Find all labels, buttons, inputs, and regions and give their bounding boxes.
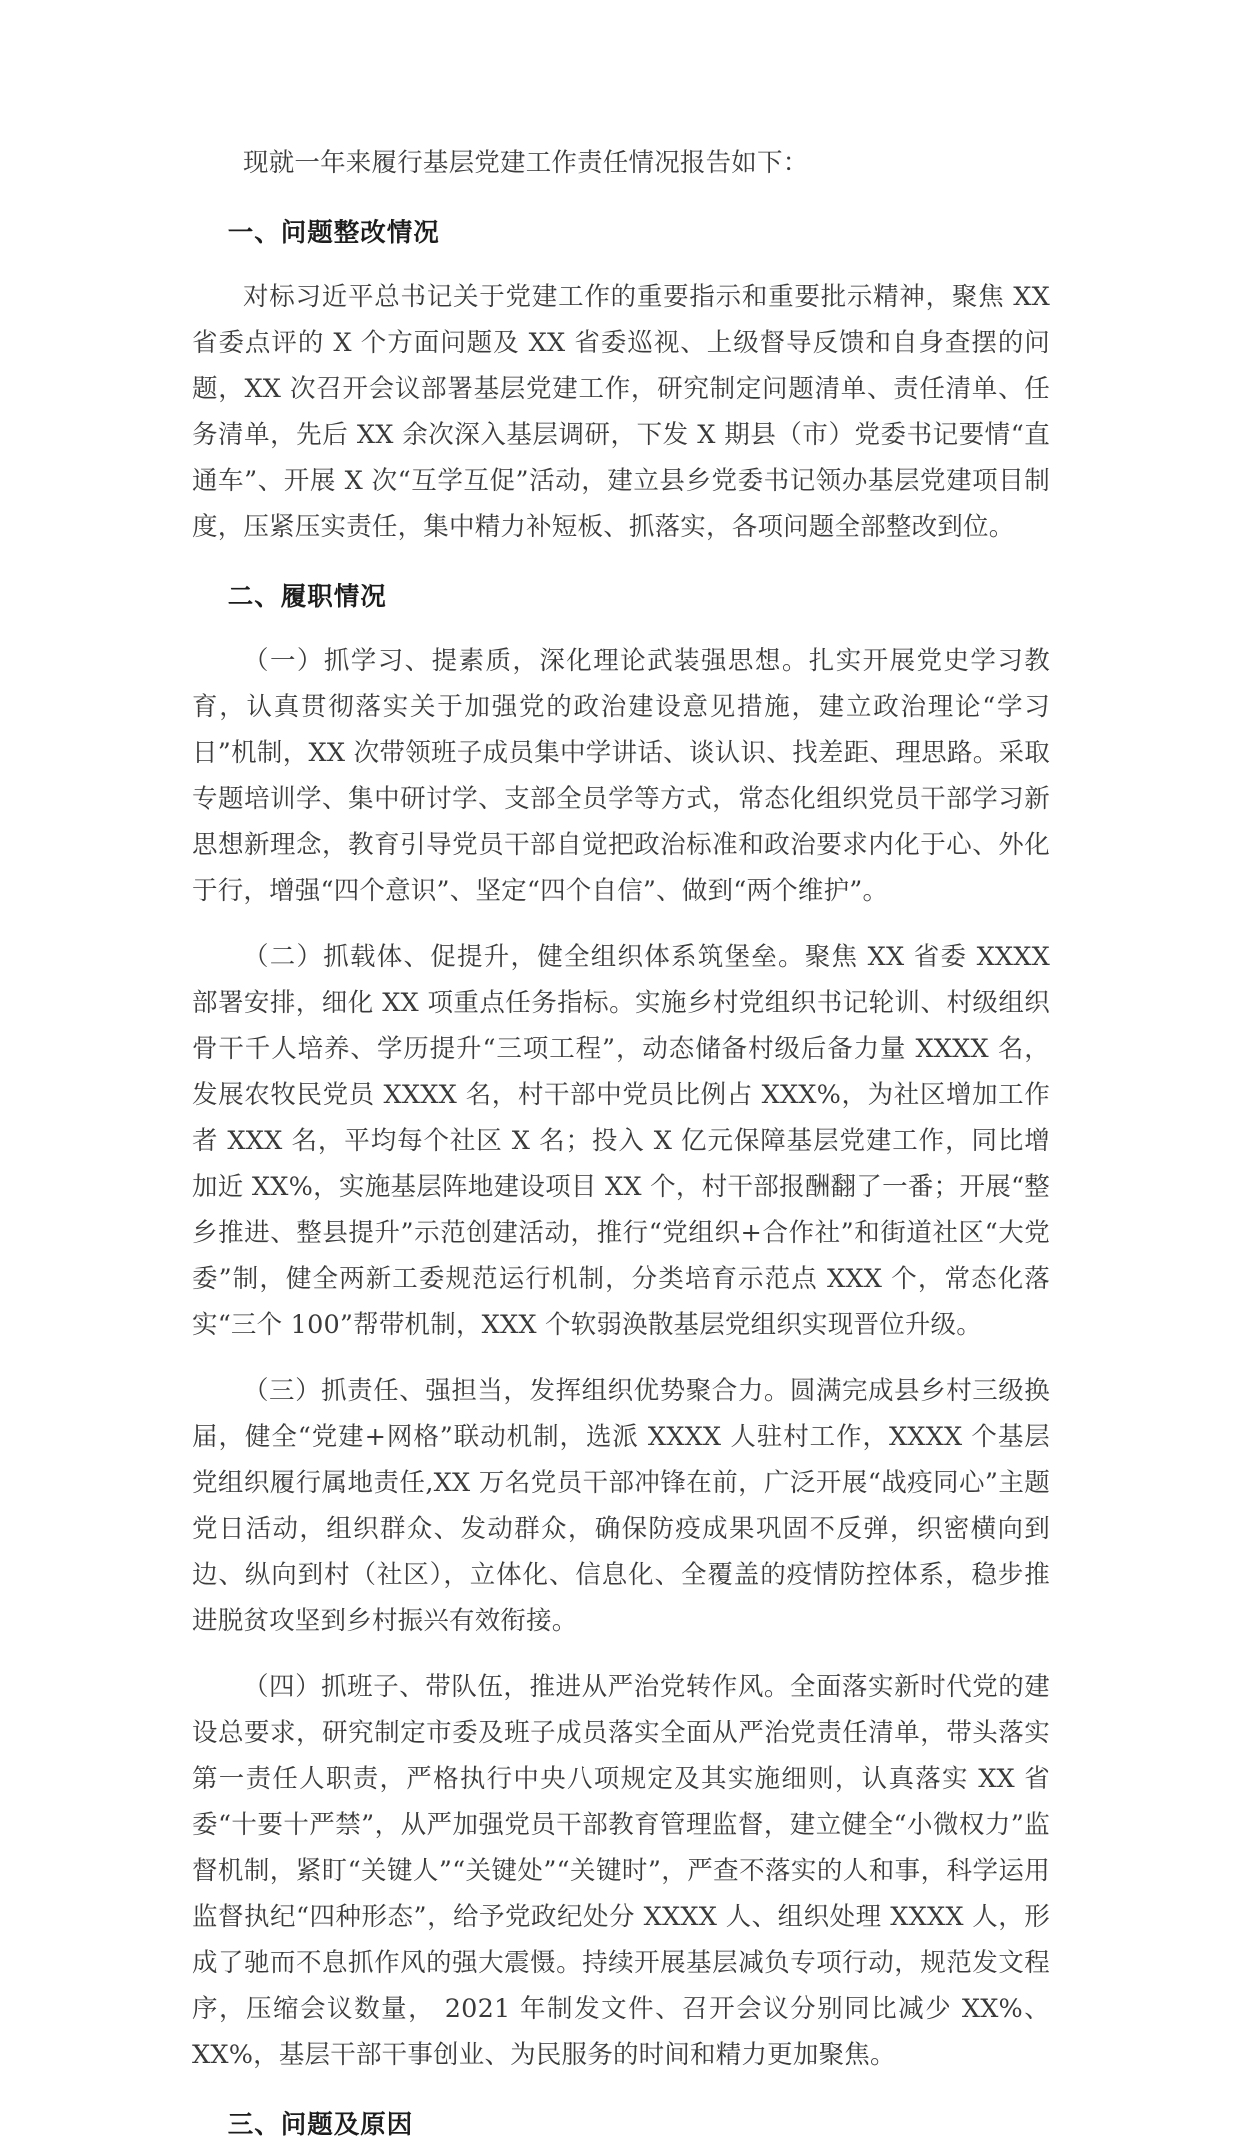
section-heading-1: 一、问题整改情况 bbox=[227, 218, 440, 248]
section-1-paragraph-1: 对标习近平总书记关于党建工作的重要指示和重要批示精神，聚焦 XX 省委点评的 X 个方面问题及 XX 省委巡视、上级督导反馈和自身查摆的问题，XX 次召开会议部署基层党建工作，研究制定问题清单、责任清单、任务清单，先后 XX 余次深入基层调研，下发 X 期县（市）党委书记要情“直通车”、开展 X 次“互学互促”活动，建立县乡党委书记领办基层党建项目制度，压紧压实责任，集中精力补短板、抓落实，各项问题全部整改到位。 bbox=[192, 282, 1050, 542]
section-heading-3: 三、问题及原因 bbox=[227, 2110, 414, 2140]
section-2-paragraph-3: （三）抓责任、强担当，发挥组织优势聚合力。圆满完成县乡村三级换届，健全“党建+网格”联动机制，选派 XXXX 人驻村工作，XXXX 个基层党组织履行属地责任,XX 万名党员干部冲锋在前，广泛开展“战疫同心”主题党日活动，组织群众、发动群众，确保防疫成果巩固不反弹，织密横向到边、纵向到村（社区），立体化、信息化、全覆盖的疫情防控体系，稳步推进脱贫攻坚到乡村振兴有效衔接。 bbox=[192, 1376, 1050, 1636]
lead-paragraph: 现就一年来履行基层党建工作责任情况报告如下： bbox=[243, 148, 809, 178]
document-body bbox=[192, 140, 1050, 2148]
section-2-paragraph-1: （一）抓学习、提素质，深化理论武装强思想。扎实开展党史学习教育，认真贯彻落实关于加强党的政治建设意见措施，建立政治理论“学习日”机制，XX 次带领班子成员集中学讲话、谈认识、找差距、理思路。采取专题培训学、集中研讨学、支部全员学等方式，常态化组织党员干部学习新思想新理念，教育引导党员干部自觉把政治标准和政治要求内化于心、外化于行，增强“四个意识”、坚定“四个自信”、做到“两个维护”。 bbox=[192, 646, 1050, 906]
section-2-paragraph-4: （四）抓班子、带队伍，推进从严治党转作风。全面落实新时代党的建设总要求，研究制定市委及班子成员落实全面从严治党责任清单，带头落实第一责任人职责，严格执行中央八项规定及其实施细则，认真落实 XX 省委“十要十严禁”，从严加强党员干部教育管理监督，建立健全“小微权力”监督机制，紧盯“关键人”“关键处”“关键时”，严查不落实的人和事，科学运用监督执纪“四种形态”，给予党政纪处分 XXXX 人、组织处理 XXXX 人，形成了驰而不息抓作风的强大震慑。持续开展基层减负专项行动，规范发文程序，压缩会议数量， 2021 年制发文件、召开会议分别同比减少 XX%、XX%，基层干部干事创业、为民服务的时间和精力更加聚焦。 bbox=[192, 1672, 1050, 2070]
section-2-paragraph-2: （二）抓载体、促提升，健全组织体系筑堡垒。聚焦 XX 省委 XXXX 部署安排，细化 XX 项重点任务指标。实施乡村党组织书记轮训、村级组织骨干千人培养、学历提升“三项工程”，动态储备村级后备力量 XXXX 名，发展农牧民党员 XXXX 名，村干部中党员比例占 XXX%，为社区增加工作者 XXX 名，平均每个社区 X 名；投入 X 亿元保障基层党建工作，同比增加近 XX%，实施基层阵地建设项目 XX 个，村干部报酬翻了一番；开展“整乡推进、整县提升”示范创建活动，推行“党组织+合作社”和街道社区“大党委”制，健全两新工委规范运行机制，分类培育示范点 XXX 个，常态化落实“三个 100”帮带机制，XXX 个软弱涣散基层党组织实现晋位升级。 bbox=[192, 942, 1050, 1340]
section-heading-2: 二、履职情况 bbox=[227, 582, 387, 612]
